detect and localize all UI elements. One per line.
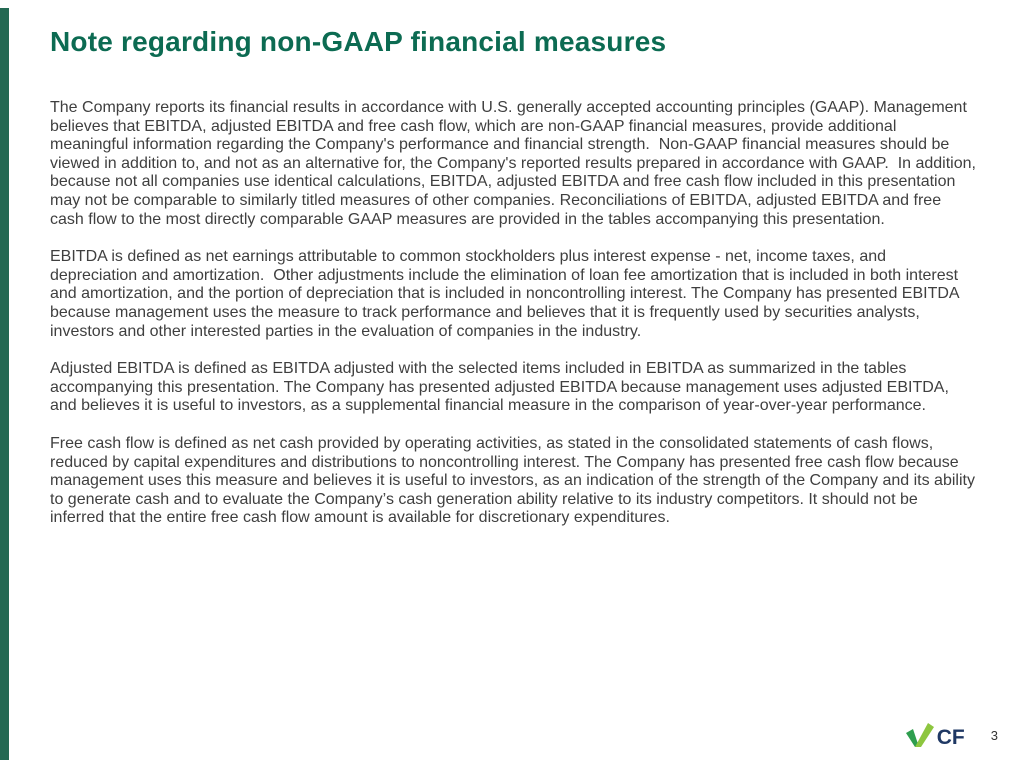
paragraph-free-cash-flow-definition: Free cash flow is defined as net cash provided by operating activities, as stated in the consolidated statements of cash flows, reduced by capital expenditures and distributions to noncontrolling interest. The Company has presented free cash flow because management uses this measure and believes it is useful to investors, as an indication of the strength of the Company and its ability to generate cash and to evaluate the Company’s cash generation ability relative to its industry competitors. It should not be inferred that the entire free cash flow amount is available for discretionary expenditures. [50,434,980,527]
cf-logo [905,723,965,748]
cf-logo-text: CF [936,726,965,749]
paragraph-adjusted-ebitda-definition: Adjusted EBITDA is defined as EBITDA adjusted with the selected items included in EBITDA as summarized in the tables accompanying this presentation. The Company has presented adjusted EBITDA because management uses adjusted EBITDA, and believes it is useful to investors, as a supplemental financial measure in the comparison of year-over-year performance. [50,360,954,415]
paragraph-non-gaap-intro: The Company reports its financial results in accordance with U.S. generally accepted accounting principles (GAAP). Management believes that EBITDA, adjusted EBITDA and free cash flow, which are non-GAAP financial measures, provide additional meaningful information regarding the Company's performance and financial strength. Non-GAAP financial measures should be viewed in addition to, and not as an alternative for, the Company's reported results prepared in accordance with GAAP. In addition, because not all companies use identical calculations, EBITDA, adjusted EBITDA and free cash flow included in this presentation may not be comparable to similarly titled measures of other companies. Reconciliations of EBITDA, adjusted EBITDA and free cash flow to the most directly comparable GAAP measures are provided in the tables accompanying this presentation. [50,99,981,228]
slide-title: Note regarding non-GAAP financial measures [50,26,667,57]
page-number: 3 [990,728,998,743]
slide-body [50,99,981,547]
slide-footer [905,723,998,748]
cf-leaf-icon [905,723,935,748]
paragraph-ebitda-definition: EBITDA is defined as net earnings attributable to common stockholders plus interest expense - net, income taxes, and depreciation and amortization. Other adjustments include the elimination of loan fee amortization that is included in both interest and amortization, and the portion of depreciation that is included in noncontrolling interest. The Company has presented EBITDA because management uses the measure to track performance and believes that it is frequently used by securities analysts, investors and other interested parties in the evaluation of companies in the industry. [50,248,964,340]
left-accent-bar [0,8,9,760]
